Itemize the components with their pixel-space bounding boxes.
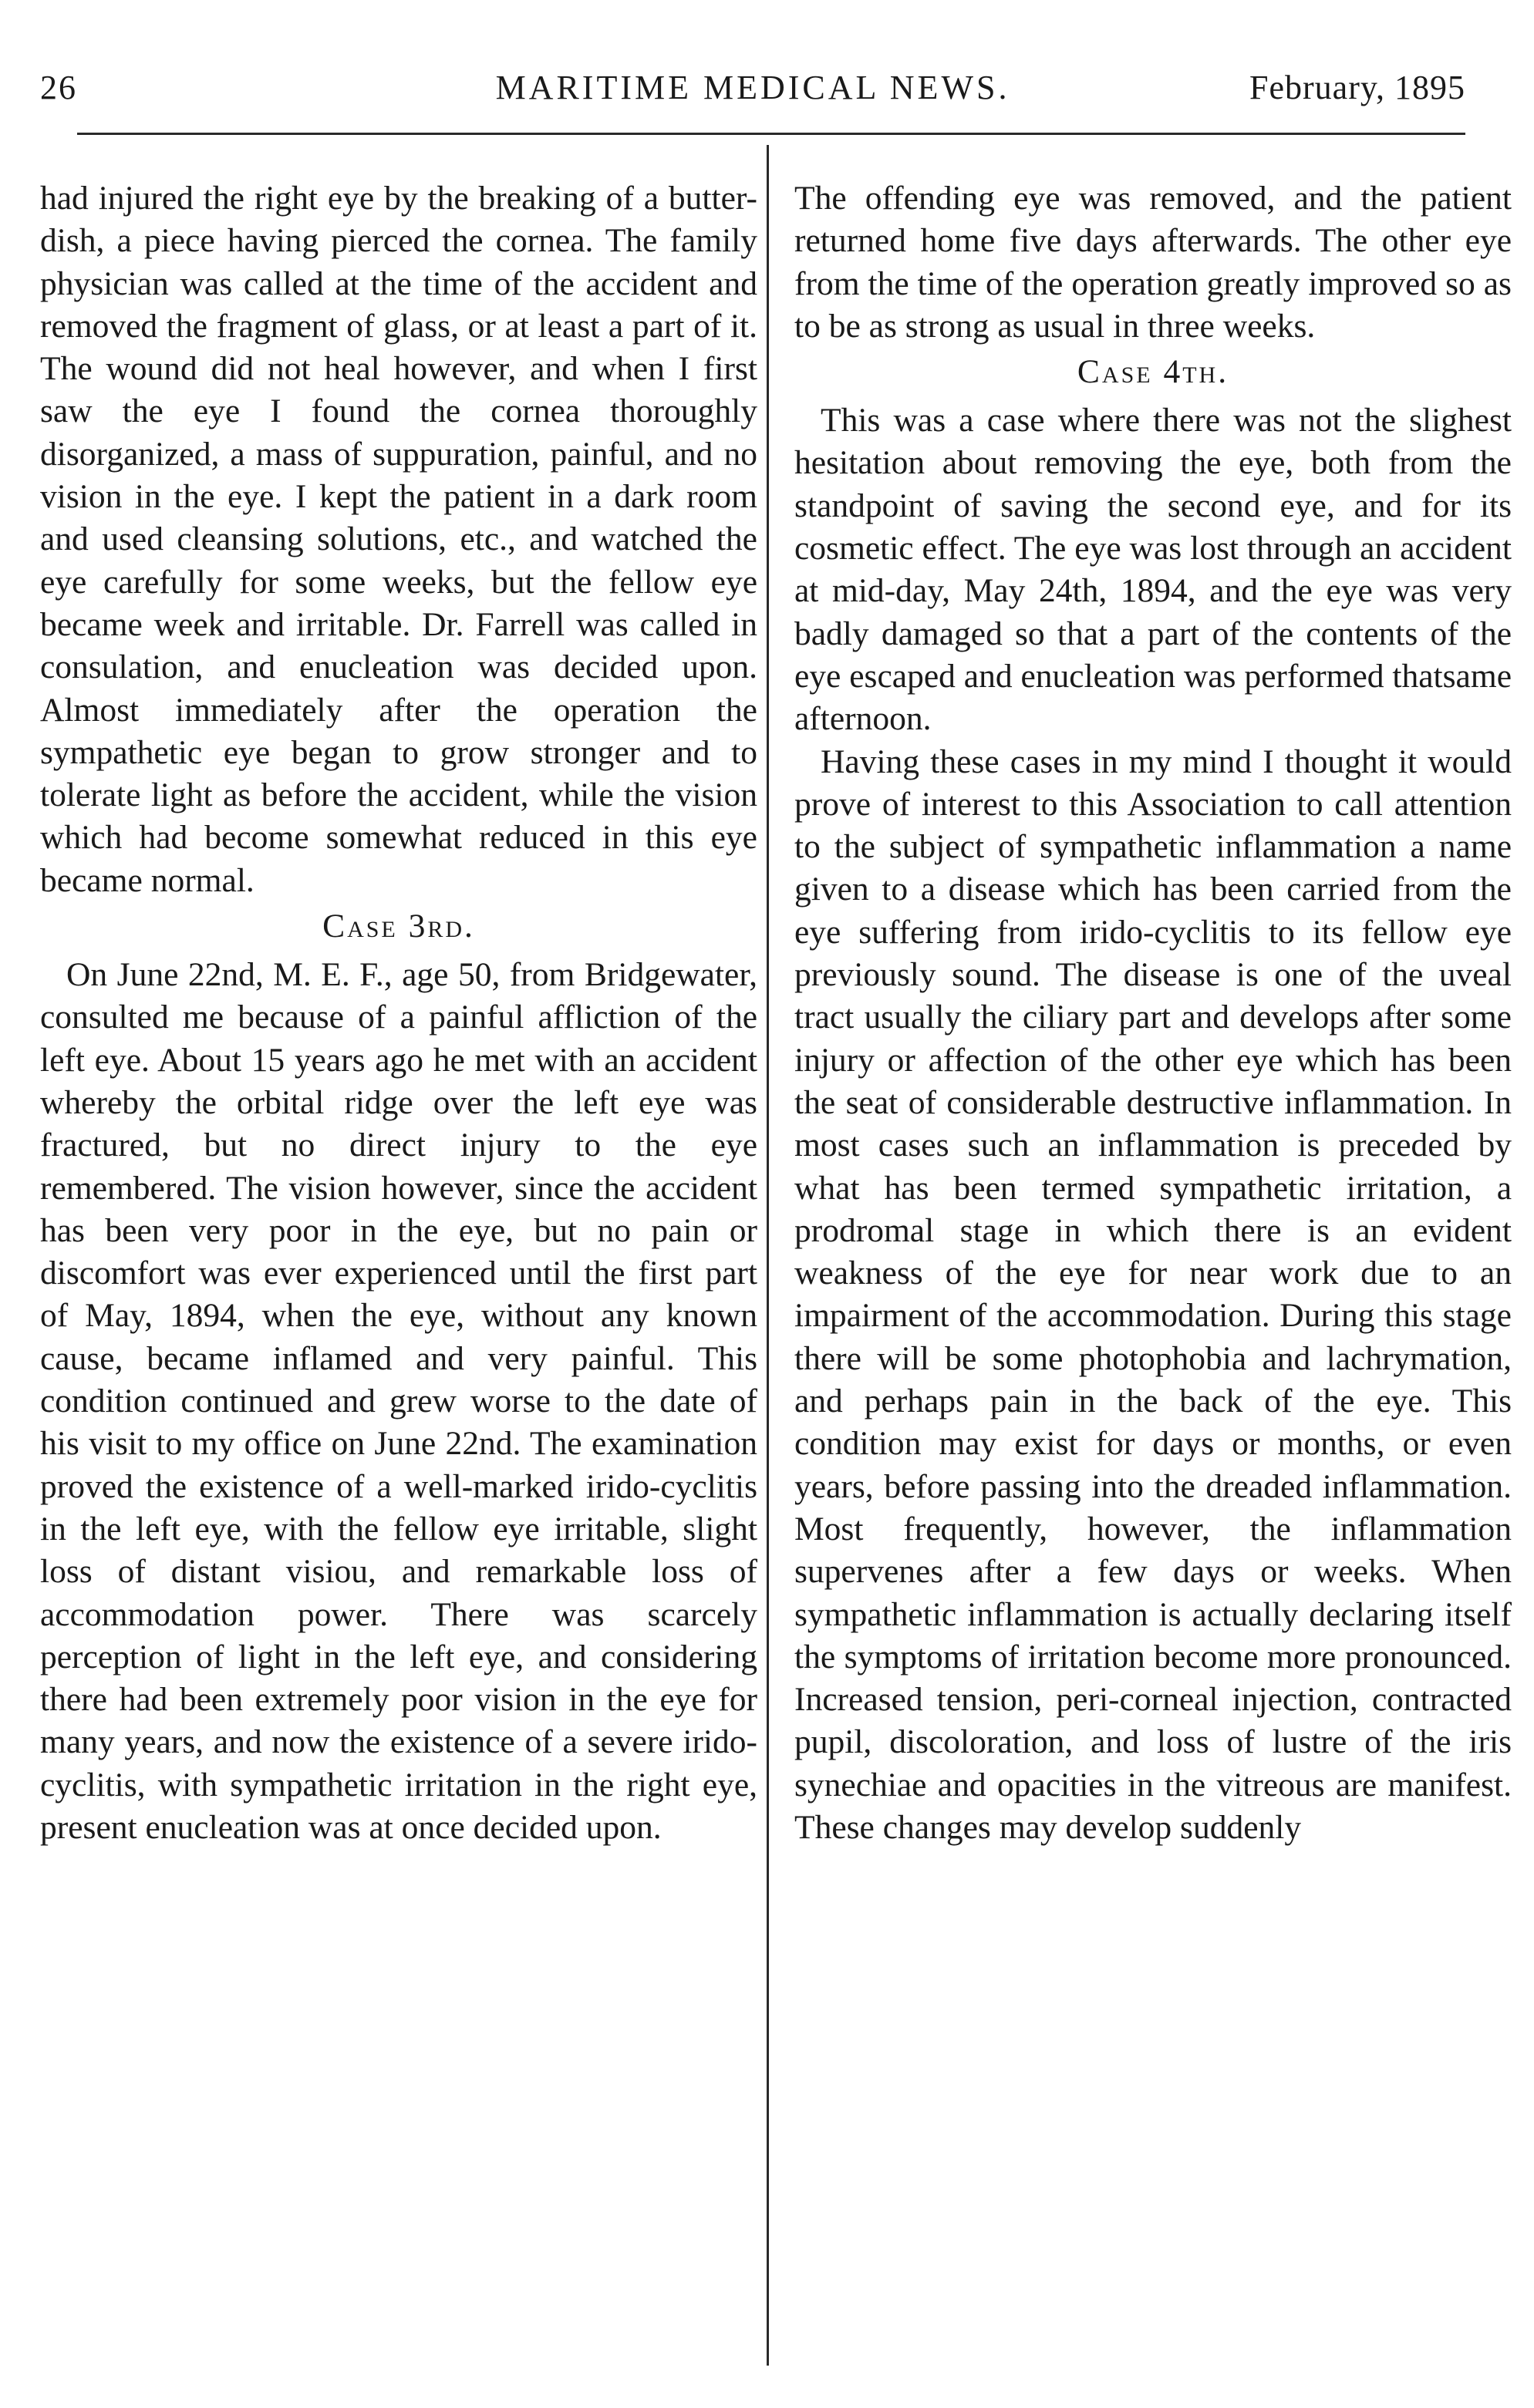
left-paragraph-1: had injured the right eye by the breaking of a butter-dish, a piece having pierced the cornea. The family physician was called at the time of the accident and removed the fragment of glass, or at least a part of it. The wound did not heal however, and when I first saw the eye I found the cornea thoroughly disorganized, a mass of suppuration, painful, and no vision in the eye. I kept the patient in a dark room and used cleansing solutions, etc., and watched the eye carefully for some weeks, but the fellow eye became week and irritable. Dr. Farrell was called in consulation, and enucleation was decided upon. Almost immediately after the operation the sympathetic eye began to grow stronger and to tolerate light as before the accident, while the vision which had become somewhat reduced in this eye became normal.	[40, 180, 757, 899]
case-4-heading: Case 4th.	[1077, 353, 1229, 391]
issue-date: February, 1895	[1249, 69, 1465, 106]
left-column	[40, 177, 757, 2383]
right-paragraph-1: The offending eye was removed, and the patient returned home five days afterwards. The other eye from the time of the operation greatly improved so as to be as strong as usual in three weeks.	[794, 180, 1512, 345]
journal-title: MARITIME MEDICAL NEWS.	[495, 69, 1010, 106]
column-divider	[767, 145, 769, 2366]
right-paragraph-3: Having these cases in my mind I thought it would prove of interest to this Association to call attention to the subject of sympathetic inflammation a name given to a disease which has been carried from the eye suffering from irido-cyclitis to its fellow eye previously sound. The disease is one of the uveal tract usually the ciliary part and develops after some injury or affection of the other eye which has been the seat of considerable destructive inflammation. In most cases such an inflammation is preceded by what has been termed sympathetic irritation, a prodromal stage in which there is an evident weakness of the eye for near work due to an impairment of the accommodation. During this stage there will be some photophobia and lachrymation, and perhaps pain in the back of the eye. This condition may exist for days or months, or even years, before passing into the dreaded inflammation. Most frequently, however, the inflammation supervenes after a few days or weeks. When sympathetic inflammation is actually declaring itself the symptoms of irritation become more pronounced. Increased tension, peri-corneal injection, contracted pupil, discoloration, and loss of lustre of the iris synechiae and opacities in the vitreous are manifest. These changes may develop suddenly	[794, 743, 1512, 1846]
right-paragraph-2: This was a case where there was not the slighest hesitation about removing the eye, both from the standpoint of saving the second eye, and for its cosmetic effect. The eye was lost through an accident at mid-day, May 24th, 1894, and the eye was very badly damaged so that a part of the contents of the eye escaped and enucleation was performed thatsame afternoon.	[794, 402, 1512, 738]
header-rule	[77, 133, 1465, 135]
case-3-heading: Case 3rd.	[322, 908, 475, 945]
page-header	[40, 52, 1465, 122]
right-column	[794, 177, 1512, 2383]
left-paragraph-2: On June 22nd, M. E. F., age 50, from Bridgewater, consulted me because of a painful affliction of the left eye. About 15 years ago he met with an accident whereby the orbital ridge over the left eye was fractured, but no direct injury to the eye remembered. The vision however, since the accident has been very poor in the eye, but no pain or discomfort was ever experienced until the first part of May, 1894, when the eye, without any known cause, became inflamed and very painful. This condition continued and grew worse to the date of his visit to my office on June 22nd. The examination proved the existence of a well-marked irido-cyclitis in the left eye, with the fellow eye irritable, slight loss of distant visiou, and remarkable loss of accommodation power. There was scarcely perception of light in the left eye, and considering there had been extremely poor vision in the eye for many years, and now the existence of a severe irido-cyclitis, with sympathetic irritation in the right eye, present enucleation was at once decided upon.	[40, 956, 757, 1846]
page-number: 26	[40, 69, 77, 106]
